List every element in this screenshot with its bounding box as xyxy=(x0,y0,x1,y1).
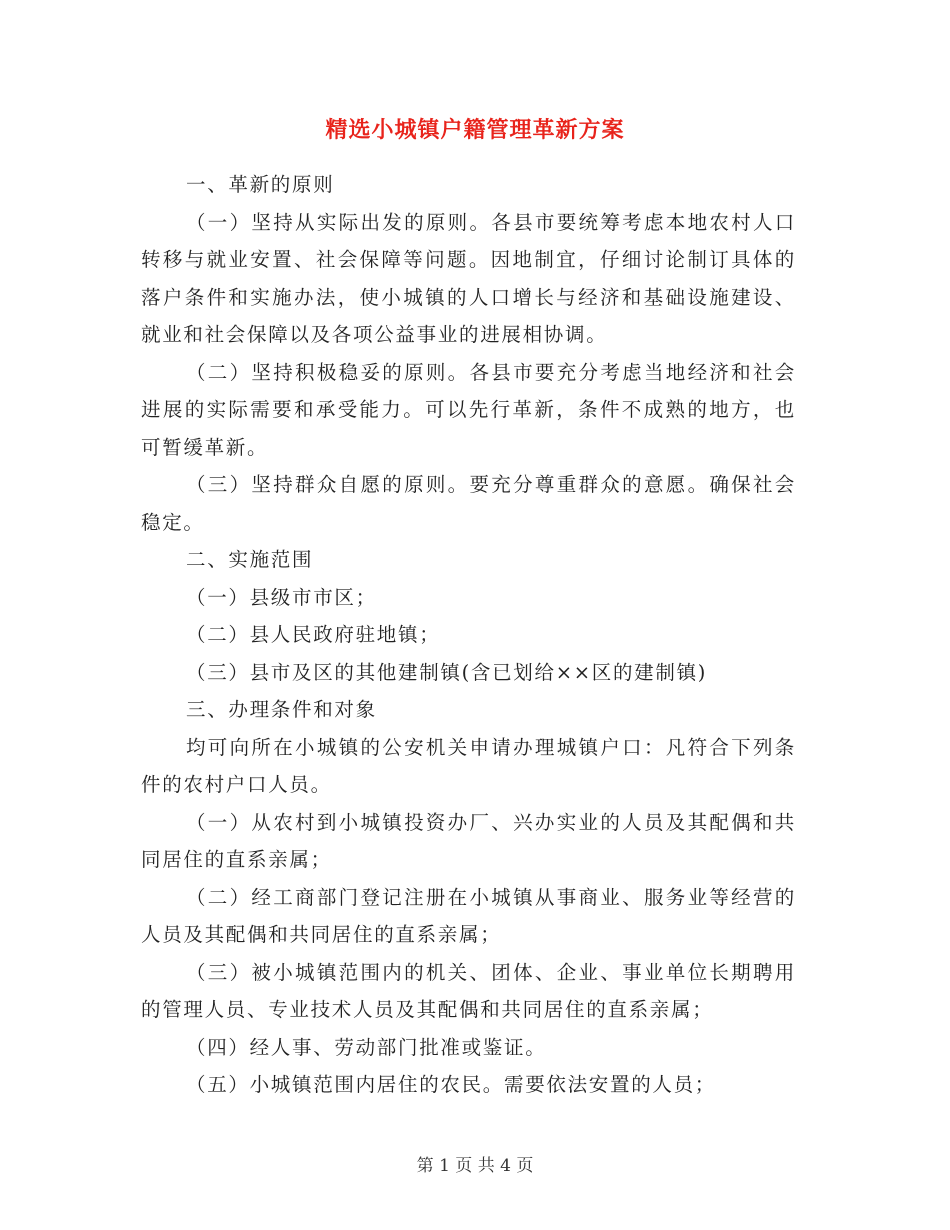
document-title: 精选小城镇户籍管理革新方案 xyxy=(325,117,625,143)
principle-paragraph: （二）坚持积极稳妥的原则。各县市要充分考虑当地经济和社会进展的实际需要和承受能力。可以先行革新，条件不成熟的地方，也可暂缓革新。 xyxy=(141,360,796,459)
document-body xyxy=(141,166,796,1104)
conditions-intro-paragraph: 均可向所在小城镇的公安机关申请办理城镇户口：凡符合下列条件的农村户口人员。 xyxy=(141,735,796,796)
scope-item: （三）县市及区的其他建制镇(含已划给××区的建制镇) xyxy=(186,660,708,684)
section-heading-conditions: 三、办理条件和对象 xyxy=(186,698,377,721)
section-heading-scope: 二、实施范围 xyxy=(186,548,314,571)
condition-item: （二）经工商部门登记注册在小城镇从事商业、服务业等经营的人员及其配偶和共同居住的直系亲属； xyxy=(141,885,796,946)
condition-item: （五）小城镇范围内居住的农民。需要依法安置的人员； xyxy=(186,1073,717,1096)
section-heading-principles: 一、革新的原则 xyxy=(186,173,335,196)
scope-item: （一）县级市市区； xyxy=(186,585,377,609)
condition-item: （一）从农村到小城镇投资办厂、兴办实业的人员及其配偶和共同居住的直系亲属； xyxy=(141,810,796,871)
page-number-footer: 第 1 页 共 4 页 xyxy=(416,1156,534,1176)
principle-paragraph: （三）坚持群众自愿的原则。要充分尊重群众的意愿。确保社会稳定。 xyxy=(141,473,796,534)
scope-item: （二）县人民政府驻地镇； xyxy=(186,623,441,646)
condition-item: （四）经人事、劳动部门批准或鉴证。 xyxy=(186,1035,547,1059)
principle-paragraph: （一）坚持从实际出发的原则。各县市要统筹考虑本地农村人口转移与就业安置、社会保障等问题。因地制宜，仔细讨论制订具体的落户条件和实施办法，使小城镇的人口增长与经济和基础设施建设、就业和社会保障以及各项公益事业的进展相协调。 xyxy=(141,210,796,346)
condition-item: （三）被小城镇范围内的机关、团体、企业、事业单位长期聘用的管理人员、专业技术人员及其配偶和共同居住的直系亲属； xyxy=(141,960,796,1021)
